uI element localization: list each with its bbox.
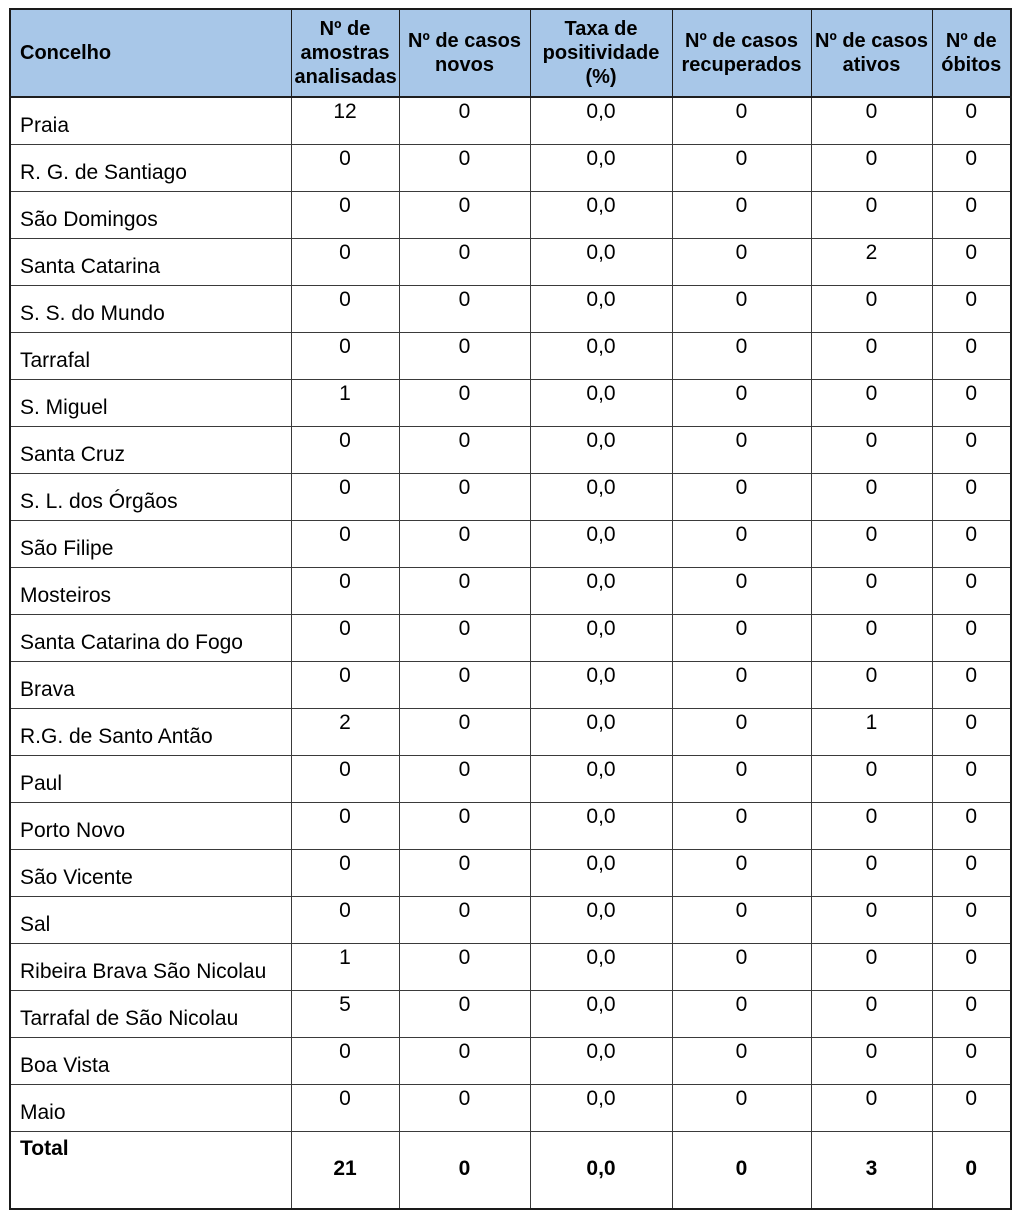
amostras-cell: 0 <box>291 332 399 379</box>
casos-novos-cell: 0 <box>399 191 530 238</box>
casos-ativos-cell: 1 <box>811 708 932 755</box>
obitos-cell: 0 <box>932 943 1011 990</box>
taxa-positividade-cell: 0,0 <box>530 144 672 191</box>
concelho-cell: Santa Catarina do Fogo <box>10 614 291 661</box>
casos-novos-cell: 0 <box>399 943 530 990</box>
casos-ativos-cell: 2 <box>811 238 932 285</box>
table-row <box>10 144 1011 191</box>
taxa-positividade-cell: 0,0 <box>530 1037 672 1084</box>
casos-recuperados-cell: 0 <box>672 755 811 802</box>
casos-ativos-cell: 0 <box>811 849 932 896</box>
casos-novos-cell: 0 <box>399 1037 530 1084</box>
concelho-cell: Brava <box>10 661 291 708</box>
casos-novos-cell: 0 <box>399 755 530 802</box>
amostras-cell: 0 <box>291 520 399 567</box>
casos-novos-cell: 0 <box>399 285 530 332</box>
concelho-cell: Sal <box>10 896 291 943</box>
obitos-cell: 0 <box>932 708 1011 755</box>
concelho-cell: Tarrafal <box>10 332 291 379</box>
table-footer <box>10 1131 1011 1209</box>
casos-novos-cell: 0 <box>399 238 530 285</box>
casos-ativos-cell: 0 <box>811 1084 932 1131</box>
concelho-cell: Santa Cruz <box>10 426 291 473</box>
concelho-cell: S. S. do Mundo <box>10 285 291 332</box>
column-header-taxa-positividade: Taxa de positividade (%) <box>530 9 672 97</box>
amostras-cell: 0 <box>291 473 399 520</box>
obitos-cell: 0 <box>932 1084 1011 1131</box>
amostras-cell: 1 <box>291 943 399 990</box>
casos-novos-cell: 0 <box>399 473 530 520</box>
obitos-cell: 0 <box>932 379 1011 426</box>
table-row <box>10 97 1011 144</box>
table-row <box>10 755 1011 802</box>
casos-ativos-cell: 0 <box>811 97 932 144</box>
concelho-cell: R. G. de Santiago <box>10 144 291 191</box>
obitos-cell: 0 <box>932 285 1011 332</box>
amostras-cell: 0 <box>291 896 399 943</box>
casos-recuperados-cell: 0 <box>672 802 811 849</box>
casos-novos-cell: 0 <box>399 520 530 567</box>
obitos-cell: 0 <box>932 896 1011 943</box>
column-header-casos-ativos: Nº de casos ativos <box>811 9 932 97</box>
casos-novos-cell: 0 <box>399 332 530 379</box>
obitos-cell: 0 <box>932 567 1011 614</box>
casos-novos-cell: 0 <box>399 1084 530 1131</box>
casos-recuperados-cell: 0 <box>672 473 811 520</box>
concelho-cell: São Vicente <box>10 849 291 896</box>
amostras-cell: 0 <box>291 849 399 896</box>
casos-recuperados-cell: 0 <box>672 614 811 661</box>
casos-recuperados-cell: 0 <box>672 97 811 144</box>
concelho-cell: Porto Novo <box>10 802 291 849</box>
total-amostras-cell: 21 <box>291 1131 399 1209</box>
taxa-positividade-cell: 0,0 <box>530 473 672 520</box>
concelho-cell: Paul <box>10 755 291 802</box>
taxa-positividade-cell: 0,0 <box>530 849 672 896</box>
total-casos-novos-cell: 0 <box>399 1131 530 1209</box>
casos-recuperados-cell: 0 <box>672 1037 811 1084</box>
casos-ativos-cell: 0 <box>811 285 932 332</box>
amostras-cell: 0 <box>291 661 399 708</box>
casos-recuperados-cell: 0 <box>672 191 811 238</box>
taxa-positividade-cell: 0,0 <box>530 332 672 379</box>
taxa-positividade-cell: 0,0 <box>530 191 672 238</box>
table-row <box>10 191 1011 238</box>
casos-recuperados-cell: 0 <box>672 379 811 426</box>
casos-novos-cell: 0 <box>399 661 530 708</box>
total-row <box>10 1131 1011 1209</box>
obitos-cell: 0 <box>932 332 1011 379</box>
table-row <box>10 473 1011 520</box>
table-row <box>10 943 1011 990</box>
casos-ativos-cell: 0 <box>811 755 932 802</box>
total-taxa-cell: 0,0 <box>530 1131 672 1209</box>
concelho-cell: Tarrafal de São Nicolau <box>10 990 291 1037</box>
amostras-cell: 2 <box>291 708 399 755</box>
casos-ativos-cell: 0 <box>811 661 932 708</box>
amostras-cell: 5 <box>291 990 399 1037</box>
table-row <box>10 379 1011 426</box>
casos-recuperados-cell: 0 <box>672 849 811 896</box>
obitos-cell: 0 <box>932 1037 1011 1084</box>
casos-recuperados-cell: 0 <box>672 661 811 708</box>
casos-recuperados-cell: 0 <box>672 144 811 191</box>
casos-ativos-cell: 0 <box>811 614 932 661</box>
taxa-positividade-cell: 0,0 <box>530 238 672 285</box>
obitos-cell: 0 <box>932 238 1011 285</box>
obitos-cell: 0 <box>932 755 1011 802</box>
total-recuperados-cell: 0 <box>672 1131 811 1209</box>
concelho-cell: S. Miguel <box>10 379 291 426</box>
amostras-cell: 1 <box>291 379 399 426</box>
obitos-cell: 0 <box>932 144 1011 191</box>
obitos-cell: 0 <box>932 191 1011 238</box>
table-row <box>10 567 1011 614</box>
casos-novos-cell: 0 <box>399 567 530 614</box>
table-row <box>10 285 1011 332</box>
casos-recuperados-cell: 0 <box>672 708 811 755</box>
amostras-cell: 0 <box>291 191 399 238</box>
total-ativos-cell: 3 <box>811 1131 932 1209</box>
casos-ativos-cell: 0 <box>811 896 932 943</box>
table-row <box>10 1037 1011 1084</box>
taxa-positividade-cell: 0,0 <box>530 1084 672 1131</box>
taxa-positividade-cell: 0,0 <box>530 379 672 426</box>
casos-ativos-cell: 0 <box>811 473 932 520</box>
taxa-positividade-cell: 0,0 <box>530 708 672 755</box>
casos-recuperados-cell: 0 <box>672 567 811 614</box>
casos-ativos-cell: 0 <box>811 943 932 990</box>
taxa-positividade-cell: 0,0 <box>530 614 672 661</box>
column-header-casos-recuperados: Nº de casos recuperados <box>672 9 811 97</box>
covid-municipality-table <box>9 8 1012 1210</box>
casos-ativos-cell: 0 <box>811 802 932 849</box>
concelho-cell: Santa Catarina <box>10 238 291 285</box>
table-row <box>10 426 1011 473</box>
table-row <box>10 520 1011 567</box>
table-row <box>10 849 1011 896</box>
amostras-cell: 0 <box>291 1037 399 1084</box>
casos-novos-cell: 0 <box>399 990 530 1037</box>
obitos-cell: 0 <box>932 473 1011 520</box>
concelho-cell: Maio <box>10 1084 291 1131</box>
casos-novos-cell: 0 <box>399 708 530 755</box>
column-header-amostras: Nº de amostras analisadas <box>291 9 399 97</box>
taxa-positividade-cell: 0,0 <box>530 97 672 144</box>
casos-novos-cell: 0 <box>399 896 530 943</box>
amostras-cell: 0 <box>291 1084 399 1131</box>
casos-recuperados-cell: 0 <box>672 426 811 473</box>
amostras-cell: 0 <box>291 144 399 191</box>
table-row <box>10 802 1011 849</box>
column-header-casos-novos: Nº de casos novos <box>399 9 530 97</box>
header-row <box>10 9 1011 97</box>
taxa-positividade-cell: 0,0 <box>530 755 672 802</box>
concelho-cell: Mosteiros <box>10 567 291 614</box>
taxa-positividade-cell: 0,0 <box>530 285 672 332</box>
column-header-concelho: Concelho <box>10 9 291 97</box>
casos-recuperados-cell: 0 <box>672 285 811 332</box>
casos-ativos-cell: 0 <box>811 144 932 191</box>
casos-novos-cell: 0 <box>399 849 530 896</box>
concelho-cell: R.G. de Santo Antão <box>10 708 291 755</box>
amostras-cell: 0 <box>291 802 399 849</box>
casos-novos-cell: 0 <box>399 614 530 661</box>
obitos-cell: 0 <box>932 849 1011 896</box>
table-row <box>10 896 1011 943</box>
casos-recuperados-cell: 0 <box>672 520 811 567</box>
total-label: Total <box>10 1131 291 1209</box>
amostras-cell: 12 <box>291 97 399 144</box>
concelho-cell: São Domingos <box>10 191 291 238</box>
casos-ativos-cell: 0 <box>811 191 932 238</box>
casos-novos-cell: 0 <box>399 144 530 191</box>
table-header <box>10 9 1011 97</box>
total-obitos-cell: 0 <box>932 1131 1011 1209</box>
casos-novos-cell: 0 <box>399 379 530 426</box>
casos-novos-cell: 0 <box>399 426 530 473</box>
obitos-cell: 0 <box>932 990 1011 1037</box>
taxa-positividade-cell: 0,0 <box>530 661 672 708</box>
obitos-cell: 0 <box>932 661 1011 708</box>
casos-ativos-cell: 0 <box>811 567 932 614</box>
casos-recuperados-cell: 0 <box>672 1084 811 1131</box>
amostras-cell: 0 <box>291 238 399 285</box>
table-row <box>10 1084 1011 1131</box>
concelho-cell: Praia <box>10 97 291 144</box>
taxa-positividade-cell: 0,0 <box>530 520 672 567</box>
obitos-cell: 0 <box>932 614 1011 661</box>
casos-ativos-cell: 0 <box>811 379 932 426</box>
concelho-cell: Ribeira Brava São Nicolau <box>10 943 291 990</box>
taxa-positividade-cell: 0,0 <box>530 943 672 990</box>
casos-ativos-cell: 0 <box>811 426 932 473</box>
column-header-obitos: Nº de óbitos <box>932 9 1011 97</box>
amostras-cell: 0 <box>291 567 399 614</box>
amostras-cell: 0 <box>291 755 399 802</box>
casos-ativos-cell: 0 <box>811 520 932 567</box>
table-row <box>10 661 1011 708</box>
concelho-cell: S. L. dos Órgãos <box>10 473 291 520</box>
obitos-cell: 0 <box>932 97 1011 144</box>
table-row <box>10 238 1011 285</box>
casos-recuperados-cell: 0 <box>672 896 811 943</box>
casos-ativos-cell: 0 <box>811 332 932 379</box>
amostras-cell: 0 <box>291 426 399 473</box>
taxa-positividade-cell: 0,0 <box>530 990 672 1037</box>
obitos-cell: 0 <box>932 426 1011 473</box>
amostras-cell: 0 <box>291 614 399 661</box>
concelho-cell: Boa Vista <box>10 1037 291 1084</box>
table-row <box>10 990 1011 1037</box>
obitos-cell: 0 <box>932 520 1011 567</box>
table-body <box>10 97 1011 1131</box>
casos-novos-cell: 0 <box>399 97 530 144</box>
taxa-positividade-cell: 0,0 <box>530 567 672 614</box>
taxa-positividade-cell: 0,0 <box>530 426 672 473</box>
taxa-positividade-cell: 0,0 <box>530 896 672 943</box>
taxa-positividade-cell: 0,0 <box>530 802 672 849</box>
casos-recuperados-cell: 0 <box>672 332 811 379</box>
table-row <box>10 614 1011 661</box>
table-row <box>10 332 1011 379</box>
casos-ativos-cell: 0 <box>811 990 932 1037</box>
casos-novos-cell: 0 <box>399 802 530 849</box>
table-row <box>10 708 1011 755</box>
casos-recuperados-cell: 0 <box>672 943 811 990</box>
concelho-cell: São Filipe <box>10 520 291 567</box>
obitos-cell: 0 <box>932 802 1011 849</box>
amostras-cell: 0 <box>291 285 399 332</box>
casos-ativos-cell: 0 <box>811 1037 932 1084</box>
casos-recuperados-cell: 0 <box>672 238 811 285</box>
casos-recuperados-cell: 0 <box>672 990 811 1037</box>
